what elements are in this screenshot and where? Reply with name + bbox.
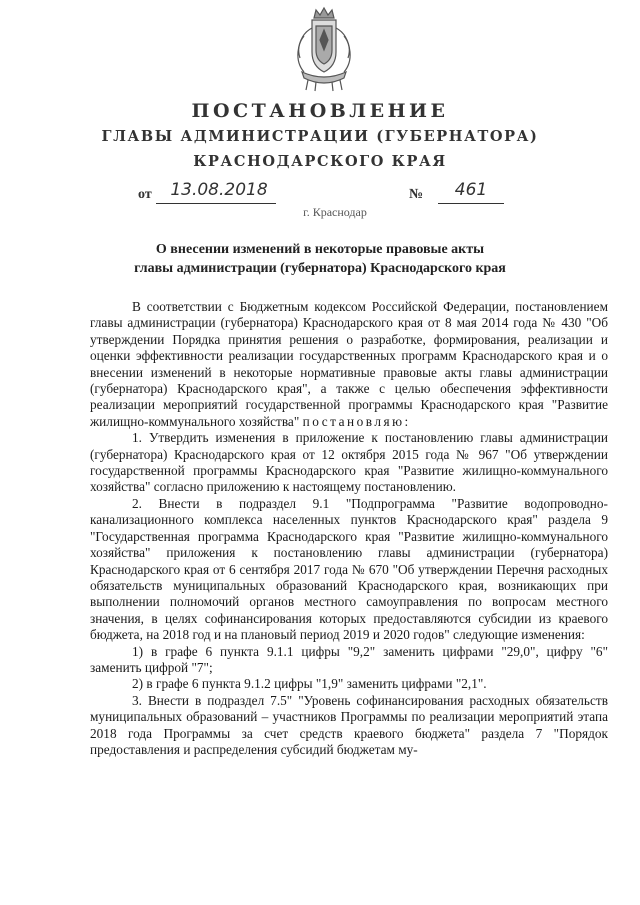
decree-word: постановляю:	[302, 413, 411, 429]
handwritten-date: 13.08.2018	[170, 180, 268, 200]
coat-of-arms-emblem	[292, 6, 356, 92]
document-title: ПОСТАНОВЛЕНИЕ	[191, 100, 449, 122]
item-2-sub-2: 2) в графе 6 пункта 9.1.2 цифры "1,9" заменить цифрами "2,1".	[132, 676, 487, 692]
date-underline	[156, 203, 276, 204]
number-label: №	[409, 187, 424, 202]
issuer-line-2: КРАСНОДАРСКОГО КРАЯ	[193, 153, 447, 170]
item-2-paragraph: 2. Внести в подраздел 9.1 "Подпрограмма "Развитие водопроводно-канализационного комплекса населенных пунктов Краснодарского края" раздела 9 "Государственная программа Краснодарского края "Развитие жилищно-коммунального хозяйства" приложения к постановлению главы администрации (губернатора) Краснодарского края от 6 сентября 2017 года № 670 "Об утверждении Перечня расходных обязательств муниципальных образований Краснодарского края, возникающих при выполнении полномочий органов местного самоуправления по вопросам местного значения, в целях софинансирования которых предоставляются субсидии из краевого бюджета, на 2018 год и на плановый период 2019 и 2020 годов" следующие изменения:	[90, 495, 608, 643]
subject-line-1: О внесении изменений в некоторые правовые акты	[155, 242, 485, 257]
issuer-line-1: ГЛАВЫ АДМИНИСТРАЦИИ (ГУБЕРНАТОРА)	[101, 128, 539, 145]
handwritten-number: 461	[454, 180, 488, 200]
item-2-sub-1: 1) в графе 6 пункта 9.1.1 цифры "9,2" заменить цифрами "29,0", цифру "6" заменить цифрой "7";	[90, 643, 608, 675]
preamble-text: В соответствии с Бюджетным кодексом Российской Федерации, постановлением главы администрации (губернатора) Краснодарского края от 8 мая 2014 года № 430 "Об утверждении Порядка принятия решения о разработке, формирования, реализации и оценки эффективности реализации государственных программ Краснодарского края и о внесении изменений в некоторые нормативные правовые акты главы администрации (губернатора) Краснодарского края", а также с целью обеспечения эффективности реализации мероприятий государственной программы Краснодарского края "Развитие жилищно-коммунального хозяйства"	[90, 299, 608, 429]
city-label: г. Краснодар	[303, 205, 367, 219]
document-body	[90, 299, 608, 758]
date-label: от	[138, 187, 152, 202]
number-underline	[438, 203, 504, 204]
preamble-paragraph	[90, 299, 608, 430]
subject-heading	[0, 240, 640, 278]
item-1-paragraph: 1. Утвердить изменения в приложение к постановлению главы администрации (губернатора) Краснодарского края от 12 октября 2015 года № 967 "Об утверждении государственной программы Краснодарского края "Развитие жилищно-коммунального хозяйства" согласно приложению к настоящему постановлению.	[90, 430, 608, 495]
item-3-paragraph: 3. Внести в подраздел 7.5" "Уровень софинансирования расходных обязательств муниципальных образований – участников Программы по реализации мероприятий этапа 2018 года Программы за счет средств краевого бюджета" раздела 7 "Порядок предоставления и распределения субсидий бюджетам му-	[90, 692, 608, 757]
subject-line-2: главы администрации (губернатора) Краснодарского края	[134, 261, 506, 276]
